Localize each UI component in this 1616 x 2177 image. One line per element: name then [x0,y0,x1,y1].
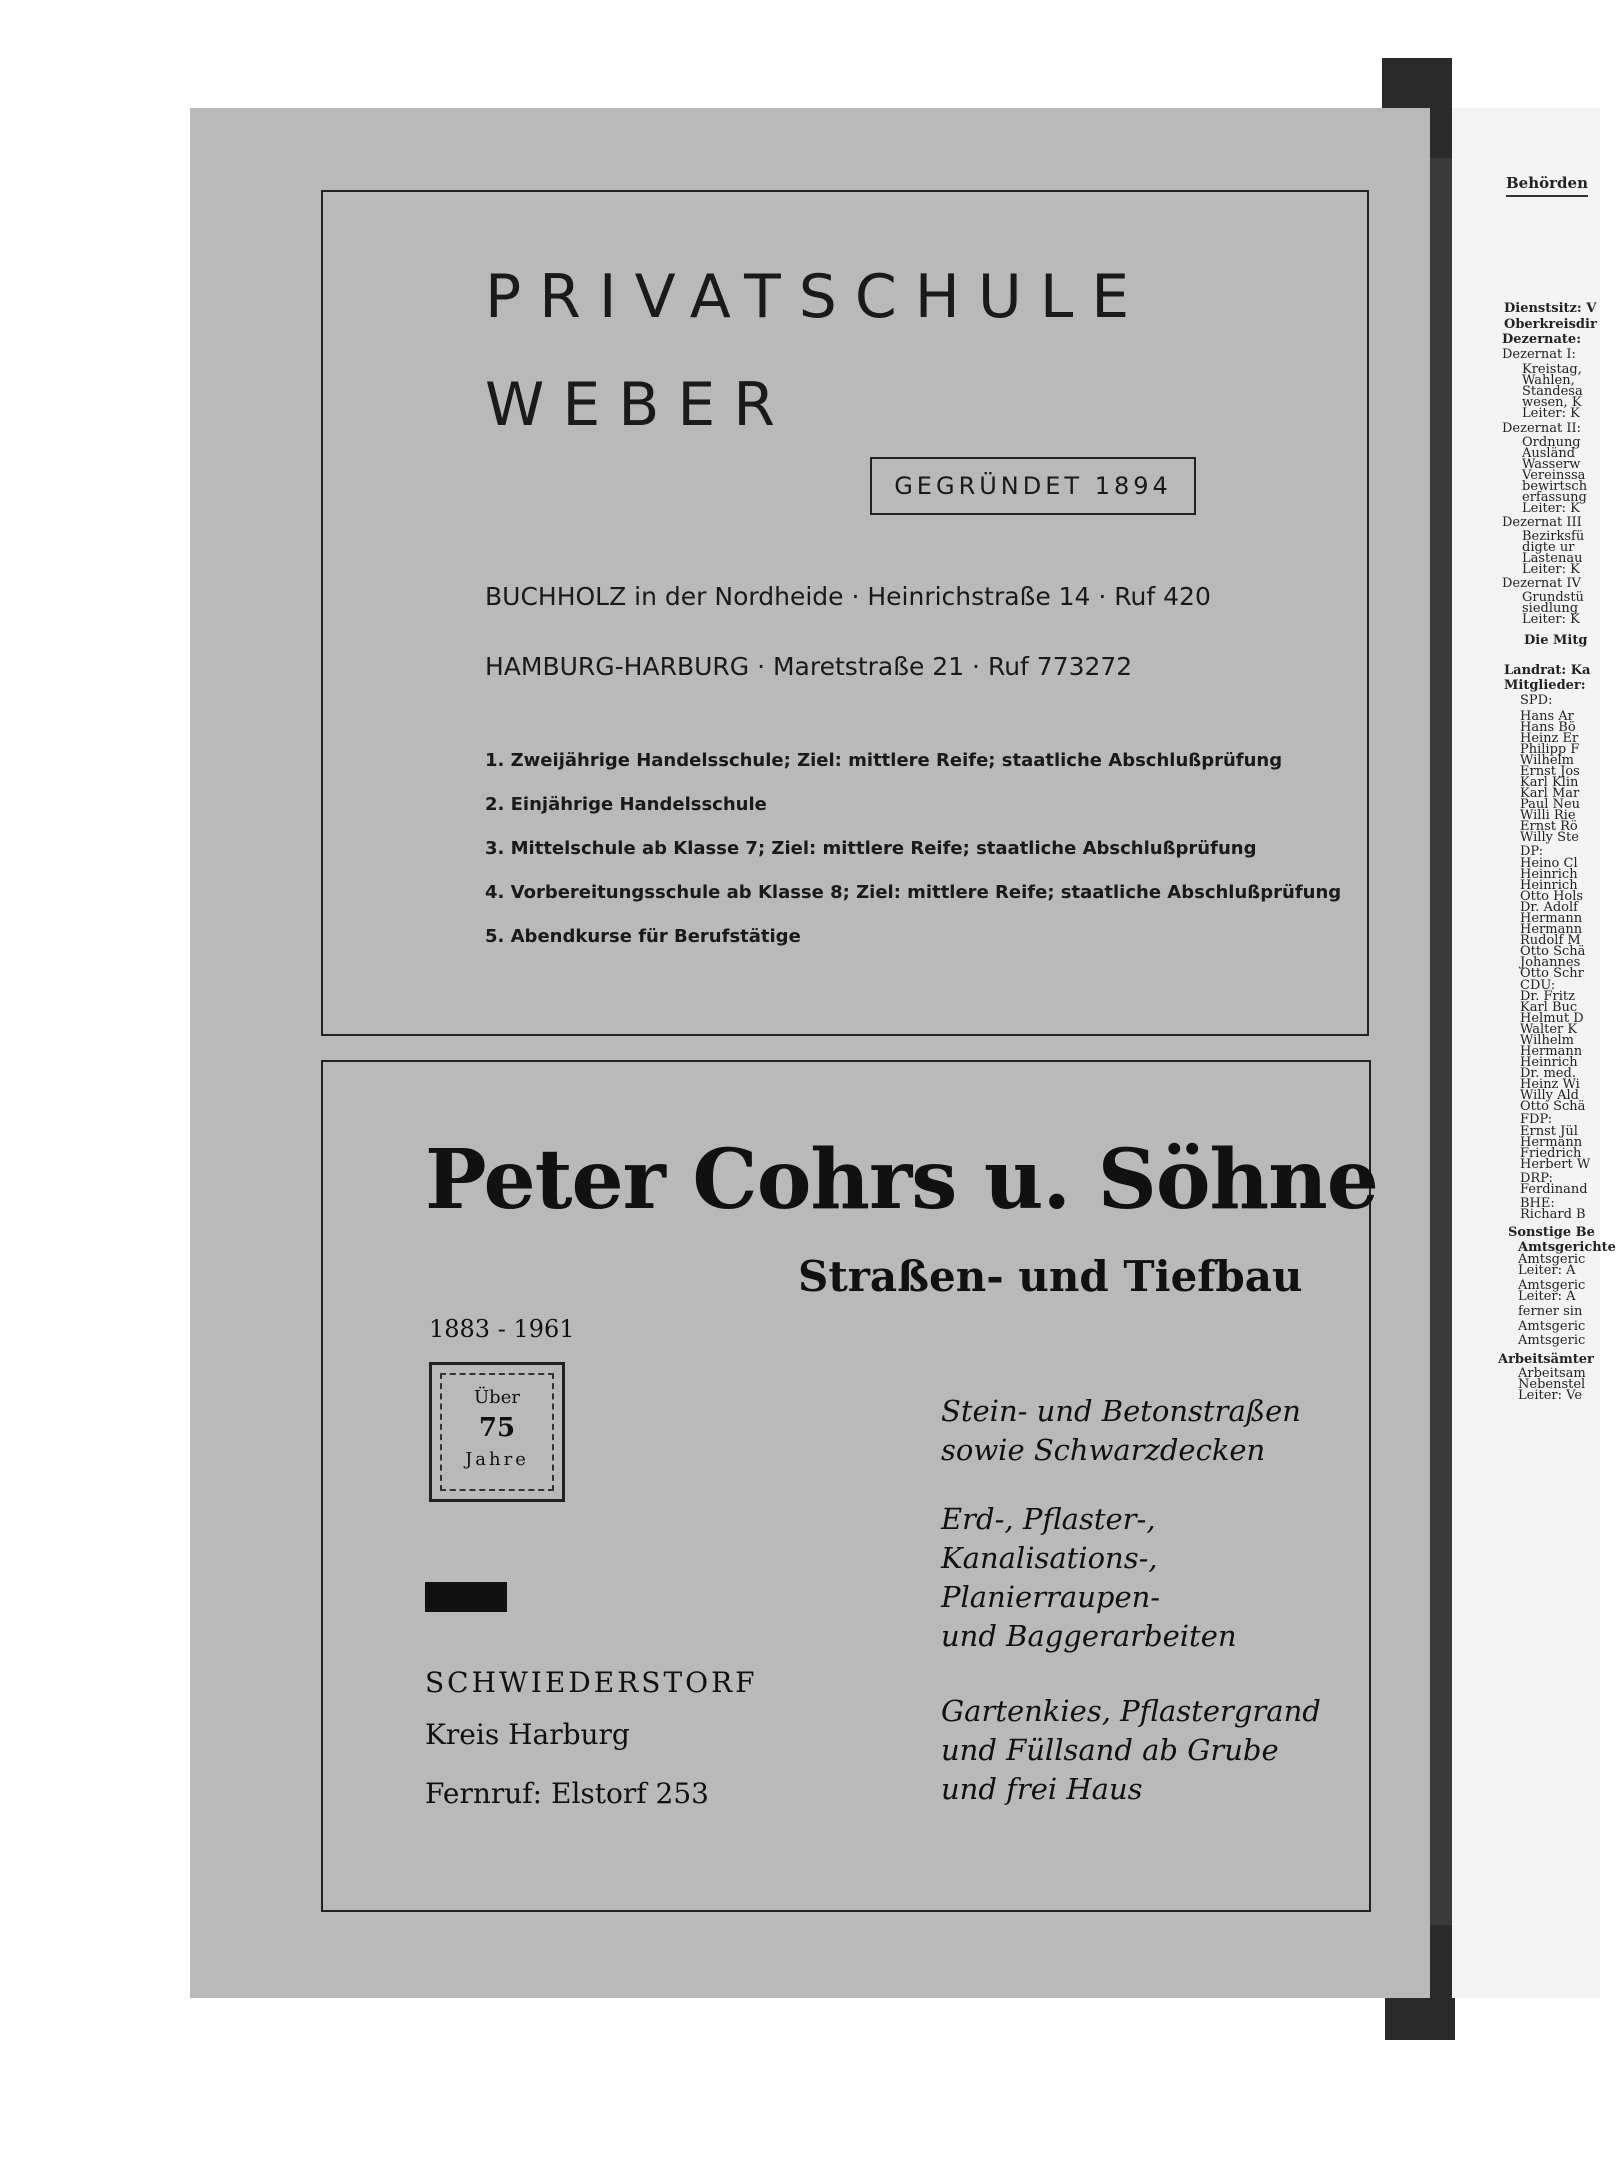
directory-line: ferner sin [1518,1304,1583,1319]
directory-line: Helmut D [1520,1011,1584,1026]
directory-line: Otto Hols [1520,889,1584,904]
directory-line: Leiter: K [1522,562,1580,577]
directory-line: Amtsgerichte [1518,1240,1616,1255]
service-line: Erd-, Pflaster-, [941,1502,1156,1536]
services-block-3 [941,1692,1321,1809]
directory-line: Arbeitsämter [1498,1352,1594,1367]
directory-line: Kreistag, [1522,362,1582,377]
directory-line: Heinz Er [1520,731,1579,746]
service-line: sowie Schwarzdecken [941,1433,1266,1467]
directory-line: BHE: [1520,1196,1555,1211]
directory-line: Hans Ar [1520,709,1574,724]
directory-line: Rudolf M [1520,933,1581,948]
directory-line: Standesa [1522,384,1583,399]
service-line: Kanalisations-, [941,1541,1158,1575]
directory-line: Leiter: K [1522,612,1580,627]
directory-line: Ernst Jül [1520,1124,1578,1139]
directory-line: Dezernat II: [1502,421,1582,436]
directory-line: Karl Klin [1520,775,1579,790]
directory-line: FDP: [1520,1112,1553,1127]
directory-line: Johannes [1520,955,1581,970]
directory-line: Karl Mar [1520,786,1580,801]
directory-line: Heinrich [1520,878,1578,893]
course-item: 2. Einjährige Handelsschule [485,794,767,815]
directory-line: Wilhelm [1520,753,1574,768]
ad-peter-cohrs [321,1060,1378,1912]
directory-line: SPD: [1520,693,1553,708]
directory-line: Mitglieder: [1504,678,1586,693]
directory-line: Dienstsitz: V [1504,301,1597,316]
adjacent-page-behoerden [1452,108,1616,1998]
ad-privatschule-weber [321,190,1369,1036]
directory-line: Hermann [1520,911,1583,926]
directory-line: Arbeitsam [1518,1366,1586,1381]
directory-line: Amtsgeric [1518,1333,1586,1348]
directory-line: Nebenstel [1518,1377,1586,1392]
directory-line: Hans Bö [1520,720,1576,735]
directory-line: Ferdinand [1520,1182,1588,1197]
directory-line: Leiter: Ve [1518,1388,1583,1403]
badge-text-years: Jahre [465,1449,529,1470]
course-item: 3. Mittelschule ab Klasse 7; Ziel: mittlere Reife; staatliche Abschlußprüfung [485,838,1257,859]
directory-line: wesen, K [1522,395,1582,410]
directory-line: Willy Ald [1520,1088,1579,1103]
directory-line: Wahlen, [1522,373,1575,388]
service-line: und Füllsand ab Grube [941,1733,1279,1767]
company-county: Kreis Harburg [425,1718,630,1751]
directory-line: Heino Cl [1520,856,1578,871]
directory-line: Friedrich [1520,1146,1582,1161]
directory-line: Heinz Wi [1520,1077,1580,1092]
directory-line: Paul Neu [1520,797,1581,812]
address-harburg: HAMBURG-HARBURG · Maretstraße 21 · Ruf 773272 [485,652,1133,681]
directory-line: Dr. med. [1520,1066,1576,1081]
directory-line: Ordnung [1522,435,1581,450]
service-line: Planierraupen- [941,1580,1161,1614]
directory-line: Otto Schr [1520,966,1584,981]
directory-line: Richard B [1520,1207,1586,1222]
directory-line: Leiter: A [1518,1263,1576,1278]
founded-box: GEGRÜNDET 1894 [870,457,1196,515]
directory-line: Dezernat I: [1502,347,1576,362]
directory-line: Wilhelm [1520,1033,1574,1048]
directory-line: Amtsgeric [1518,1278,1586,1293]
directory-line: Amtsgeric [1518,1319,1586,1334]
directory-line: Lastenau [1522,551,1583,566]
school-title-line1: PRIVATSCHULE [485,262,1148,332]
directory-line: Ernst Jos [1520,764,1580,779]
company-years: 1883 - 1961 [429,1315,575,1343]
directory-line: Otto Schä [1520,944,1586,959]
service-line: und frei Haus [941,1772,1143,1806]
directory-line: Ausländ [1522,446,1576,461]
directory-line: Wasserw [1522,457,1581,472]
directory-line: Leiter: A [1518,1289,1576,1304]
service-line: Stein- und Betonstraßen [941,1394,1301,1428]
directory-line: Walter K [1520,1022,1578,1037]
directory-line: Dr. Fritz [1520,989,1575,1004]
directory-line: Otto Schä [1520,1099,1586,1114]
company-place: SCHWIEDERSTORF [425,1666,758,1699]
badge-text-number: 75 [478,1413,516,1443]
directory-line: bewirtsch [1522,479,1588,494]
directory-line: Bezirksfü [1522,529,1585,544]
directory-line: Leiter: K [1522,501,1580,516]
directory-line: siedlung [1522,601,1579,616]
directory-line: Die Mitg [1524,633,1588,648]
directory-line: Philipp F [1520,742,1580,757]
services-block-2 [941,1500,1237,1656]
directory-line: CDU: [1520,978,1556,993]
school-title-line2: WEBER [485,370,793,440]
directory-line: DP: [1520,844,1544,859]
directory-line: Hermann [1520,1044,1583,1059]
directory-line: Leiter: K [1522,406,1580,421]
directory-line: digte ur [1522,540,1575,555]
course-item: 1. Zweijährige Handelsschule; Ziel: mittlere Reife; staatliche Abschlußprüfung [485,750,1283,771]
directory-line: Landrat: Ka [1504,663,1591,678]
directory-line: Dezernate: [1502,332,1581,347]
course-item: 5. Abendkurse für Berufstätige [485,926,801,947]
course-item: 4. Vorbereitungsschule ab Klasse 8; Ziel: mittlere Reife; staatliche Abschlußprüfung [485,882,1342,903]
black-bar [425,1582,507,1612]
badge-text-over: Über [474,1387,520,1408]
directory-line: Ernst Rö [1520,819,1578,834]
directory-line: Vereinssa [1522,468,1586,483]
service-line: Gartenkies, Pflastergrand [941,1694,1321,1728]
directory-line: Oberkreisdir [1504,317,1597,332]
directory-line: Dezernat IV [1502,576,1581,591]
course-list [485,750,1341,970]
directory-line: Karl Buc [1520,1000,1578,1015]
directory-line: Willi Rie [1520,808,1576,823]
directory-line: Sonstige Be [1508,1225,1595,1240]
directory-line: Hermann [1520,922,1583,937]
services-block-1 [941,1392,1301,1470]
directory-line: Dr. Adolf [1520,900,1578,915]
directory-line: Herbert W [1520,1157,1591,1172]
address-buchholz: BUCHHOLZ in der Nordheide · Heinrichstraße 14 · Ruf 420 [485,582,1211,611]
directory-line: Heinrich [1520,1055,1578,1070]
directory-line: Willy Ste [1520,830,1579,845]
directory-line: erfassung [1522,490,1587,505]
anniversary-badge [429,1362,565,1502]
directory-line: DRP: [1520,1171,1553,1186]
page-header: Behörden [1506,174,1588,197]
service-line: und Baggerarbeiten [941,1619,1237,1653]
directory-line: Grundstü [1522,590,1584,605]
directory-line: Dezernat III [1502,515,1582,530]
company-phone: Fernruf: Elstorf 253 [425,1777,709,1810]
company-subtitle: Straßen- und Tiefbau [798,1252,1303,1301]
company-title: Peter Cohrs u. Söhne [425,1132,1378,1228]
directory-line: Heinrich [1520,867,1578,882]
directory-line: Hermann [1520,1135,1583,1150]
directory-line: Amtsgeric [1518,1252,1586,1267]
